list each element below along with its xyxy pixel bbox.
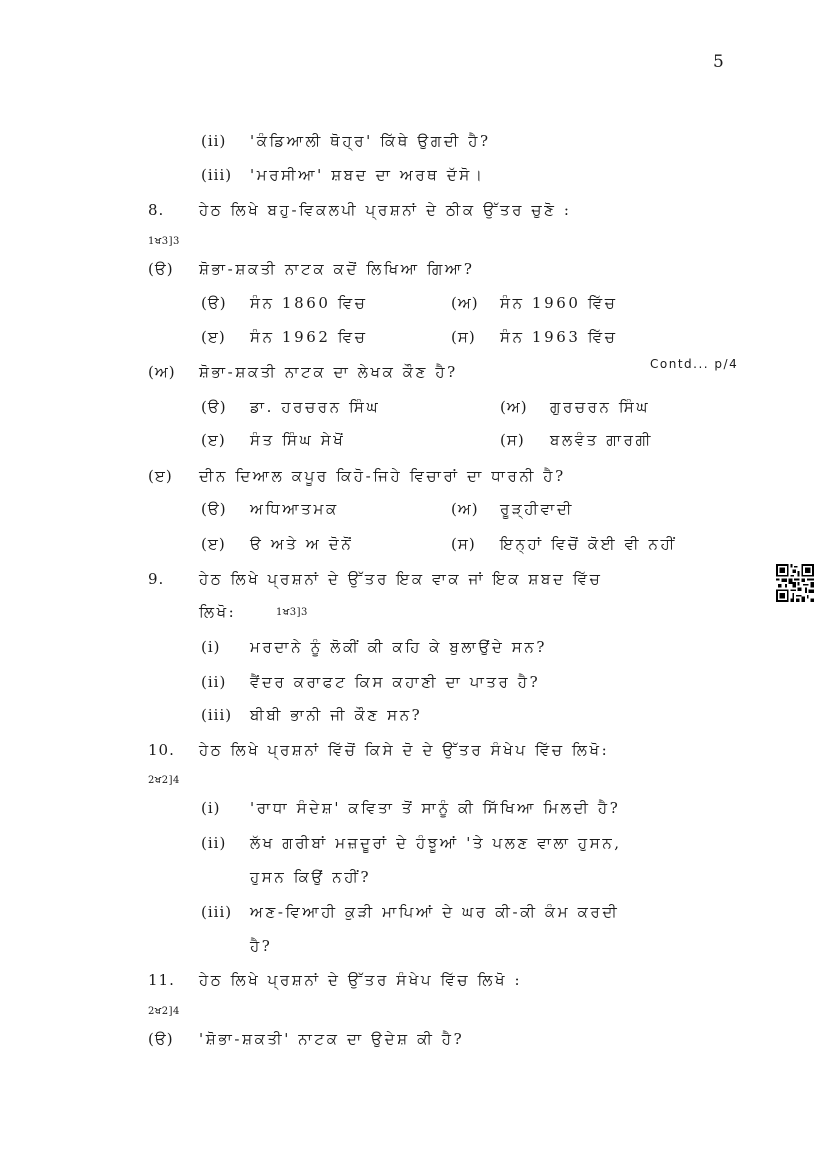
q9-text-line2: ਲਿਖੋ: — [199, 603, 237, 621]
q8b-option-label: (ਸ) — [500, 431, 525, 449]
q11a-number: (ੳ) — [148, 1030, 174, 1048]
q8c-option-text: ਅਧਿਆਤਮਕ — [250, 500, 339, 518]
q11a-text: 'ਸ਼ੋਭਾ-ਸ਼ਕਤੀ' ਨਾਟਕ ਦਾ ਉਦੇਸ਼ ਕੀ ਹੈ? — [199, 1030, 465, 1048]
q11-text: ਹੇਠ ਲਿਖੇ ਪ੍ਰਸ਼ਨਾਂ ਦੇ ਉੱਤਰ ਸੰਖੇਪ ਵਿੱਚ ਲਿਖੋ : — [199, 971, 523, 989]
q11-number: 11. — [148, 971, 175, 989]
q10-ii-number: (ii) — [201, 834, 227, 852]
qr-code-icon — [776, 564, 814, 602]
q11-marks: 2ਖ2]4 — [148, 1006, 180, 1017]
q8a-option-text: ਸੰਨ 1960 ਵਿੱਚ — [500, 294, 618, 312]
q10-i-text: 'ਰਾਧਾ ਸੰਦੇਸ਼' ਕਵਿਤਾ ਤੋਂ ਸਾਨੂੰ ਕੀ ਸਿੱਖਿਆ ਮਿਲਦੀ ਹੈ? — [250, 799, 621, 817]
q8-marks: 1ਖ3]3 — [148, 236, 180, 247]
q8a-option-label: (ੳ) — [201, 294, 227, 312]
q9-item-text: ਬੀਬੀ ਭਾਨੀ ਜੀ ਕੌਣ ਸਨ? — [250, 706, 423, 724]
q10-iii-text-line1: ਅਣ-ਵਿਆਹੀ ਕੁੜੀ ਮਾਪਿਆਂ ਦੇ ਘਰ ਕੀ-ਕੀ ਕੰਮ ਕਰਦੀ — [250, 903, 620, 921]
q9-item-number: (iii) — [201, 706, 233, 724]
q10-ii-text-line1: ਲੱਖ ਗਰੀਬਾਂ ਮਜ਼ਦੂਰਾਂ ਦੇ ਹੰਝੂਆਂ 'ਤੇ ਪਲਣ ਵਾਲਾ ਹੁਸਨ, — [250, 834, 622, 852]
q8b-option-label: (ਅ) — [500, 398, 528, 416]
q10-marks: 2ਖ2]4 — [148, 775, 180, 786]
q8b-option-text: ਬਲਵੰਤ ਗਾਰਗੀ — [550, 431, 654, 449]
q8c-number: (ੲ) — [148, 467, 173, 485]
q7-iii-number: (iii) — [201, 166, 233, 184]
q8a-option-label: (ਅ) — [451, 294, 479, 312]
q8b-text: ਸ਼ੋਭਾ-ਸ਼ਕਤੀ ਨਾਟਕ ਦਾ ਲੇਖਕ ਕੌਣ ਹੈ? — [199, 363, 458, 381]
q8-number: 8. — [148, 201, 165, 219]
q8b-option-label: (ੲ) — [201, 431, 226, 449]
q8a-option-text: ਸੰਨ 1963 ਵਿੱਚ — [500, 328, 618, 346]
q8c-option-text: ੳ ਅਤੇ ਅ ਦੋਨੋਂ — [250, 535, 354, 553]
page-number: 5 — [713, 52, 724, 72]
q7-ii-text: 'ਕੰਡਿਆਲੀ ਥੋਹ੍ਰ' ਕਿੱਥੇ ਉਗਦੀ ਹੈ? — [250, 132, 491, 150]
q8c-text: ਦੀਨ ਦਿਆਲ ਕਪੂਰ ਕਿਹੋ-ਜਿਹੇ ਵਿਚਾਰਾਂ ਦਾ ਧਾਰਨੀ ਹੈ? — [199, 467, 566, 485]
q9-number: 9. — [148, 570, 165, 588]
q8b-option-text: ਗੁਰਚਰਨ ਸਿੰਘ — [550, 398, 651, 416]
q8a-option-text: ਸੰਨ 1962 ਵਿਚ — [250, 328, 368, 346]
q9-text-line1: ਹੇਠ ਲਿਖੇ ਪ੍ਰਸ਼ਨਾਂ ਦੇ ਉੱਤਰ ਇਕ ਵਾਕ ਜਾਂ ਇਕ ਸ਼ਬਦ ਵਿੱਚ — [199, 570, 603, 588]
q10-number: 10. — [148, 741, 175, 759]
q10-i-number: (i) — [201, 799, 221, 817]
q8b-option-label: (ੳ) — [201, 398, 227, 416]
q10-ii-text-line2: ਹੁਸਨ ਕਿਉਂ ਨਹੀਂ? — [250, 868, 372, 886]
q7-iii-text: 'ਮਰਸੀਆ' ਸ਼ਬਦ ਦਾ ਅਰਥ ਦੱਸੋ। — [250, 166, 485, 184]
q8c-option-text: ਇਨ੍ਹਾਂ ਵਿਚੋਂ ਕੋਈ ਵੀ ਨਹੀਂ — [500, 535, 677, 553]
q8c-option-label: (ਅ) — [451, 500, 479, 518]
q8a-option-label: (ਸ) — [451, 328, 476, 346]
continued-note: Contd... p/4 — [650, 357, 739, 371]
q9-marks: 1ਖ3]3 — [276, 607, 308, 618]
q9-item-text: ਮਰਦਾਨੇ ਨੂੰ ਲੋਕੀਂ ਕੀ ਕਹਿ ਕੇ ਬੁਲਾਉਂਦੇ ਸਨ? — [250, 638, 547, 656]
q8b-option-text: ਸੰਤ ਸਿੰਘ ਸੇਖੋਂ — [250, 431, 346, 449]
q8c-option-label: (ੲ) — [201, 535, 226, 553]
q8a-text: ਸ਼ੋਭਾ-ਸ਼ਕਤੀ ਨਾਟਕ ਕਦੋਂ ਲਿਖਿਆ ਗਿਆ? — [199, 260, 475, 278]
q9-item-text: ਵੈਂਦਰ ਕਰਾਫਟ ਕਿਸ ਕਹਾਣੀ ਦਾ ਪਾਤਰ ਹੈ? — [250, 673, 541, 691]
q10-text: ਹੇਠ ਲਿਖੇ ਪ੍ਰਸ਼ਨਾਂ ਵਿੱਚੋਂ ਕਿਸੇ ਦੋ ਦੇ ਉੱਤਰ ਸੰਖੇਪ ਵਿੱਚ ਲਿਖੋ: — [199, 741, 610, 759]
q10-iii-text-line2: ਹੈ? — [250, 937, 273, 955]
q8a-number: (ੳ) — [148, 260, 174, 278]
q8c-option-label: (ੳ) — [201, 500, 227, 518]
q8b-number: (ਅ) — [148, 363, 176, 381]
q7-ii-number: (ii) — [201, 132, 227, 150]
q8a-option-label: (ੲ) — [201, 328, 226, 346]
q10-iii-number: (iii) — [201, 903, 233, 921]
q8b-option-text: ਡਾ. ਹਰਚਰਨ ਸਿੰਘ — [250, 398, 381, 416]
q9-item-number: (i) — [201, 638, 221, 656]
q9-item-number: (ii) — [201, 673, 227, 691]
q8c-option-text: ਰੂੜ੍ਹੀਵਾਦੀ — [500, 500, 574, 518]
q8a-option-text: ਸੰਨ 1860 ਵਿਚ — [250, 294, 368, 312]
q8-text: ਹੇਠ ਲਿਖੇ ਬਹੁ-ਵਿਕਲਪੀ ਪ੍ਰਸ਼ਨਾਂ ਦੇ ਠੀਕ ਉੱਤਰ ਚੁਣੋ : — [199, 201, 572, 219]
q8c-option-label: (ਸ) — [451, 535, 476, 553]
